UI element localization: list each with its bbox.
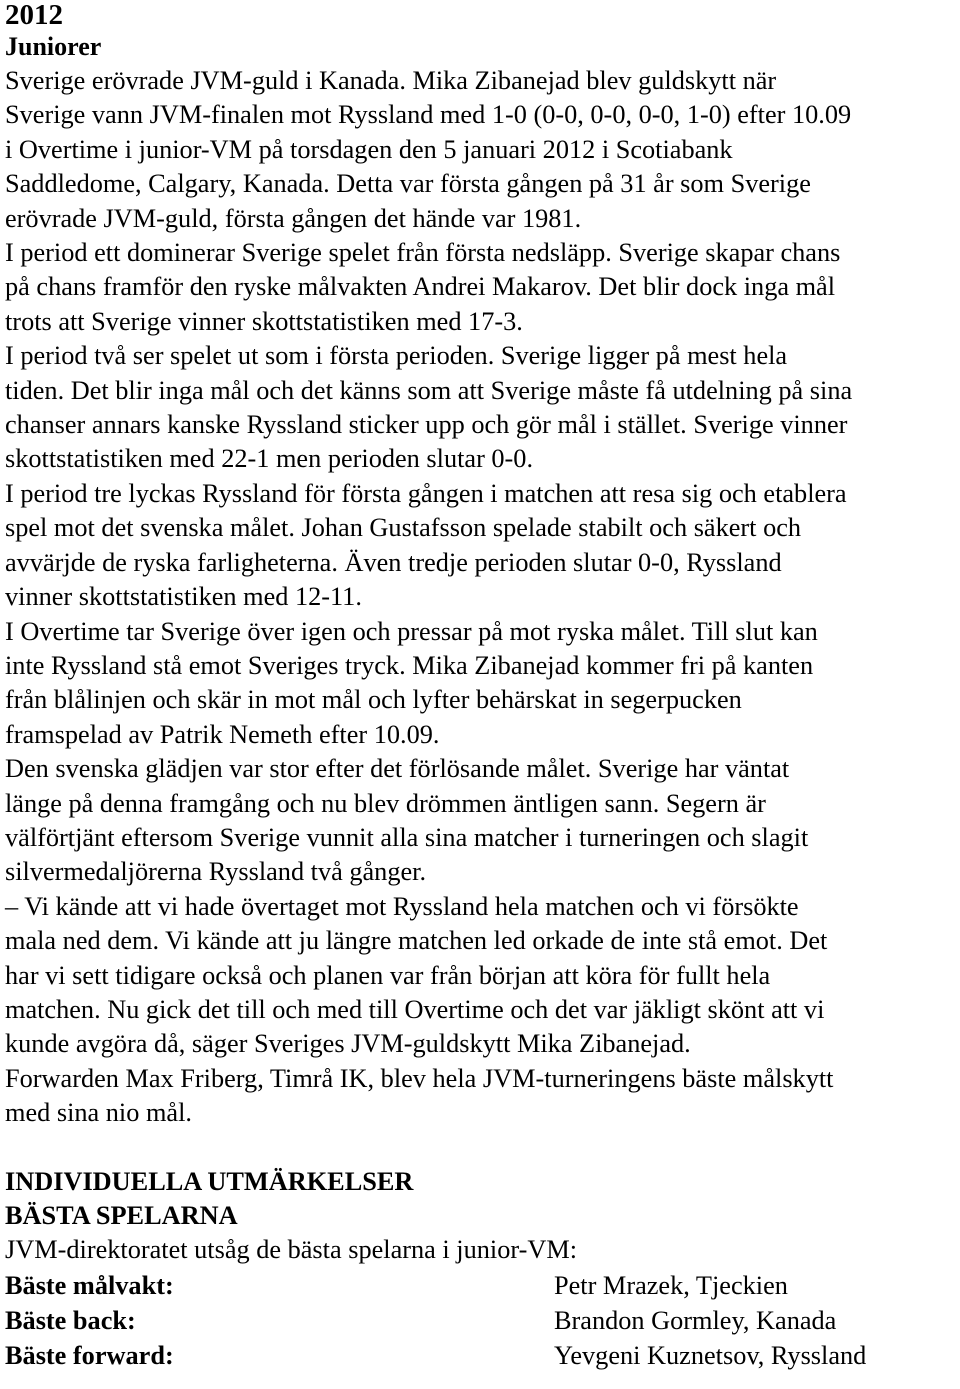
article-line: I period två ser spelet ut som i första perioden. Sverige ligger på mest hela (5, 341, 788, 371)
article-line: på chans framför den ryske målvakten Andrei Makarov. Det blir dock inga mål (5, 272, 836, 302)
award-row (5, 1338, 960, 1373)
article-line: mala ned dem. Vi kände att ju längre matchen led orkade de inte stå emot. Det (5, 926, 828, 956)
article-line: – Vi kände att vi hade övertaget mot Ryssland hela matchen och vi försökte (5, 891, 799, 921)
article-line: spel mot det svenska målet. Johan Gustafsson spelade stabilt och säkert och (5, 513, 802, 543)
article-line: Forwarden Max Friberg, Timrå IK, blev hela JVM-turneringens bäste målskytt (5, 1063, 834, 1093)
article-line: i Overtime i junior-VM på torsdagen den 5 januari 2012 i Scotiabank (5, 134, 733, 164)
article-line: inte Ryssland stå emot Sveriges tryck. Mika Zibanejad kommer fri på kanten (5, 650, 814, 680)
article-line: Sverige vann JVM-finalen mot Ryssland med 1-0 (0-0, 0-0, 0-0, 1-0) efter 10.09 (5, 100, 852, 130)
article-line: silvermedaljörerna Ryssland två gånger. (5, 857, 427, 887)
article-line: framspelad av Patrik Nemeth efter 10.09. (5, 719, 440, 749)
award-value: Petr Mrazek, Tjeckien (554, 1270, 788, 1300)
section-spacer (5, 1131, 960, 1165)
award-label: Bäste målvakt: (5, 1270, 174, 1300)
awards-heading: INDIVIDUELLA UTMÄRKELSER (5, 1166, 414, 1196)
document-page (5, 0, 960, 1373)
article-line: skottstatistiken med 22-1 men perioden slutar 0-0. (5, 444, 534, 474)
year-heading: 2012 (5, 0, 63, 31)
article-line: Sverige erövrade JVM-guld i Kanada. Mika Zibanejad blev guldskytt när (5, 66, 777, 95)
article-line: länge på denna framgång och nu blev drömmen äntligen sann. Segern är (5, 788, 766, 818)
article-line: med sina nio mål. (5, 1098, 192, 1128)
award-label: Bäste back: (5, 1305, 136, 1335)
section-heading: Juniorer (5, 32, 102, 61)
award-row (5, 1303, 960, 1338)
award-value: Yevgeni Kuznetsov, Ryssland (554, 1340, 867, 1370)
article-line: välförtjänt eftersom Sverige vunnit alla sina matcher i turneringen och slagit (5, 822, 809, 852)
article-line: tiden. Det blir inga mål och det känns som att Sverige måste få utdelning på sina (5, 375, 853, 405)
article-line: har vi sett tidigare också och planen var från början att köra för fullt hela (5, 960, 771, 990)
award-value: Brandon Gormley, Kanada (554, 1305, 837, 1335)
article-line: Den svenska glädjen var stor efter det förlösande målet. Sverige har väntat (5, 754, 790, 784)
article-line: trots att Sverige vinner skottstatistiken med 17-3. (5, 306, 523, 336)
article-line: Saddledome, Calgary, Kanada. Detta var första gången på 31 år som Sverige (5, 169, 811, 199)
article-line: matchen. Nu gick det till och med till Overtime och det var jäkligt skönt att vi (5, 994, 825, 1024)
article-line: vinner skottstatistiken med 12-11. (5, 582, 362, 612)
article-line: från blålinjen och skär in mot mål och lyfter behärskat in segerpucken (5, 685, 742, 715)
awards-list (5, 1268, 960, 1373)
article-line: I period tre lyckas Ryssland för första gången i matchen att resa sig och etablera (5, 478, 847, 508)
article-line: I period ett dominerar Sverige spelet från första nedsläpp. Sverige skapar chans (5, 238, 841, 268)
award-label: Bäste forward: (5, 1340, 174, 1370)
article-body (5, 64, 960, 1131)
awards-intro: JVM-direktoratet utsåg de bästa spelarna i junior-VM: (5, 1235, 578, 1265)
awards-subheading: BÄSTA SPELARNA (5, 1201, 238, 1230)
article-line: erövrade JVM-guld, första gången det hände var 1981. (5, 203, 582, 233)
award-row (5, 1268, 960, 1303)
article-line: chanser annars kanske Ryssland sticker upp och gör mål i stället. Sverige vinner (5, 410, 848, 440)
article-line: avvärjde de ryska farligheterna. Även tredje perioden slutar 0-0, Ryssland (5, 547, 782, 577)
article-line: I Overtime tar Sverige över igen och pressar på mot ryska målet. Till slut kan (5, 616, 818, 646)
article-line: kunde avgöra då, säger Sveriges JVM-guldskytt Mika Zibanejad. (5, 1029, 691, 1059)
